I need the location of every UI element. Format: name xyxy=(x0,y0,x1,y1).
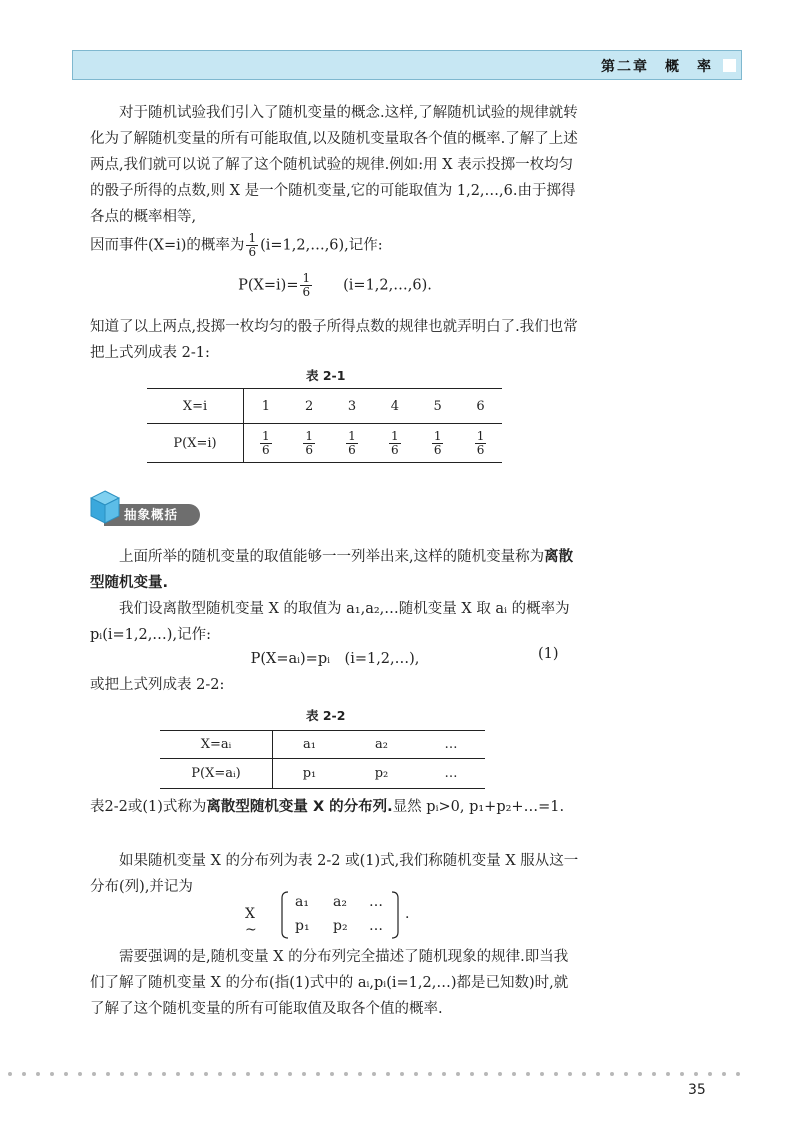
equation-number: (1) xyxy=(538,646,559,662)
table2-cell: p₁ xyxy=(302,766,317,781)
table1-row1-header: X=i xyxy=(147,389,244,424)
table1-value: 3 xyxy=(331,389,374,424)
para2-before: 因而事件(X=i)的概率为 xyxy=(90,237,245,254)
table2-cell: P(X=aᵢ) xyxy=(160,759,273,789)
table2-cell: … xyxy=(444,766,458,781)
cube-icon xyxy=(90,490,120,524)
table1-prob: $\frac{1}{6}$ xyxy=(476,428,485,457)
paragraph-intro: 对于随机试验我们引入了随机变量的概念.这样,了解随机试验的规律就转化为了解随机变量的所有可能取值,以及随机变量取各个值的概率.了解了上述两点,我们就可以说了解了这个随机试验的规律.例如:用 X 表示投掷一枚均匀的骰子所得的点数,则 X 是一个随机变量,它的可能取值为 1,2,…,6.由于掷得各点的概率相等, xyxy=(90,105,578,225)
paragraph-setup: 我们设离散型随机变量 X 的取值为 a₁,a₂,…随机变量 X 取 aᵢ 的概率为 pᵢ(i=1,2,…),记作: xyxy=(90,601,570,643)
paragraph-table-intro: 知道了以上两点,投掷一枚均匀的骰子所得点数的规律也就弄明白了.我们也常把上式列成表 2-1: xyxy=(90,319,578,361)
table1-prob: $\frac{1}{6}$ xyxy=(348,428,356,457)
header-corner-square xyxy=(723,59,736,72)
fraction: $\frac{1}{6}$ xyxy=(248,231,257,259)
paragraph-event-probability xyxy=(90,232,580,259)
paragraph-distribution-def: 表2-2或(1)式称为离散型随机变量 X 的分布列.显然 pᵢ>0, p₁+p₂+…=1. xyxy=(90,799,565,815)
paragraph-notation: 如果随机变量 X 的分布列为表 2-2 或(1)式,我们称随机变量 X 服从这一分布(列),并记为 xyxy=(90,853,579,895)
badge-label: 抽象概括 xyxy=(104,504,200,526)
table2-cell: a₁ xyxy=(273,731,347,759)
formula-distribution: P(X=aᵢ)=pᵢ (i=1,2,…), xyxy=(250,651,420,667)
chapter-title: 第二章 概 率 xyxy=(601,59,713,75)
table2-cell: p₂ xyxy=(374,766,389,781)
formula-die: P(X=i)= $\frac{1}{6}$ (i=1,2,…,6). xyxy=(238,271,432,299)
para2-after: (i=1,2,…,6),记作: xyxy=(260,237,383,254)
table1-row2-header: P(X=i) xyxy=(147,424,244,463)
table1-value: 4 xyxy=(373,389,416,424)
table1-prob: $\frac{1}{6}$ xyxy=(305,428,313,457)
term-discrete-rv: 离散型随机变量. xyxy=(90,549,574,591)
page-number: 35 xyxy=(688,1082,706,1098)
paragraph-definition: 上面所举的随机变量的取值能够一一列举出来,这样的随机变量称为离散型随机变量. xyxy=(90,549,574,591)
table1-value: 5 xyxy=(416,389,459,424)
paragraph-emphasis: 需要强调的是,随机变量 X 的分布列完全描述了随机现象的规律.即当我们了解了随机变量 X 的分布(指(1)式中的 aᵢ,pᵢ(i=1,2,…)都是已知数)时,就了解了这个随机变量的所有可能取值及取各个值的概率. xyxy=(90,949,569,1017)
table-2-2 xyxy=(160,730,485,789)
chapter-header-bar xyxy=(72,50,742,80)
term-distribution: 离散型随机变量 X 的分布列. xyxy=(206,799,393,815)
table2-cell: … xyxy=(417,731,485,759)
table2-caption: 表 2-2 xyxy=(306,708,346,723)
table1-value: 1 xyxy=(244,389,288,424)
paragraph-table2-intro: 或把上式列成表 2-2: xyxy=(90,677,225,693)
abstraction-badge xyxy=(90,490,200,530)
table1-prob: $\frac{1}{6}$ xyxy=(391,428,399,457)
table1-caption: 表 2-1 xyxy=(306,368,346,383)
table1-value: 2 xyxy=(288,389,331,424)
table2-cell: a₂ xyxy=(346,731,417,759)
table2-cell: X=aᵢ xyxy=(160,731,273,759)
table1-prob: $\frac{1}{6}$ xyxy=(262,428,270,457)
table1-prob: $\frac{1}{6}$ xyxy=(433,428,442,457)
table-2-1 xyxy=(147,388,502,463)
table1-value: 6 xyxy=(459,389,502,424)
footer-dotted-rule xyxy=(0,1068,800,1080)
